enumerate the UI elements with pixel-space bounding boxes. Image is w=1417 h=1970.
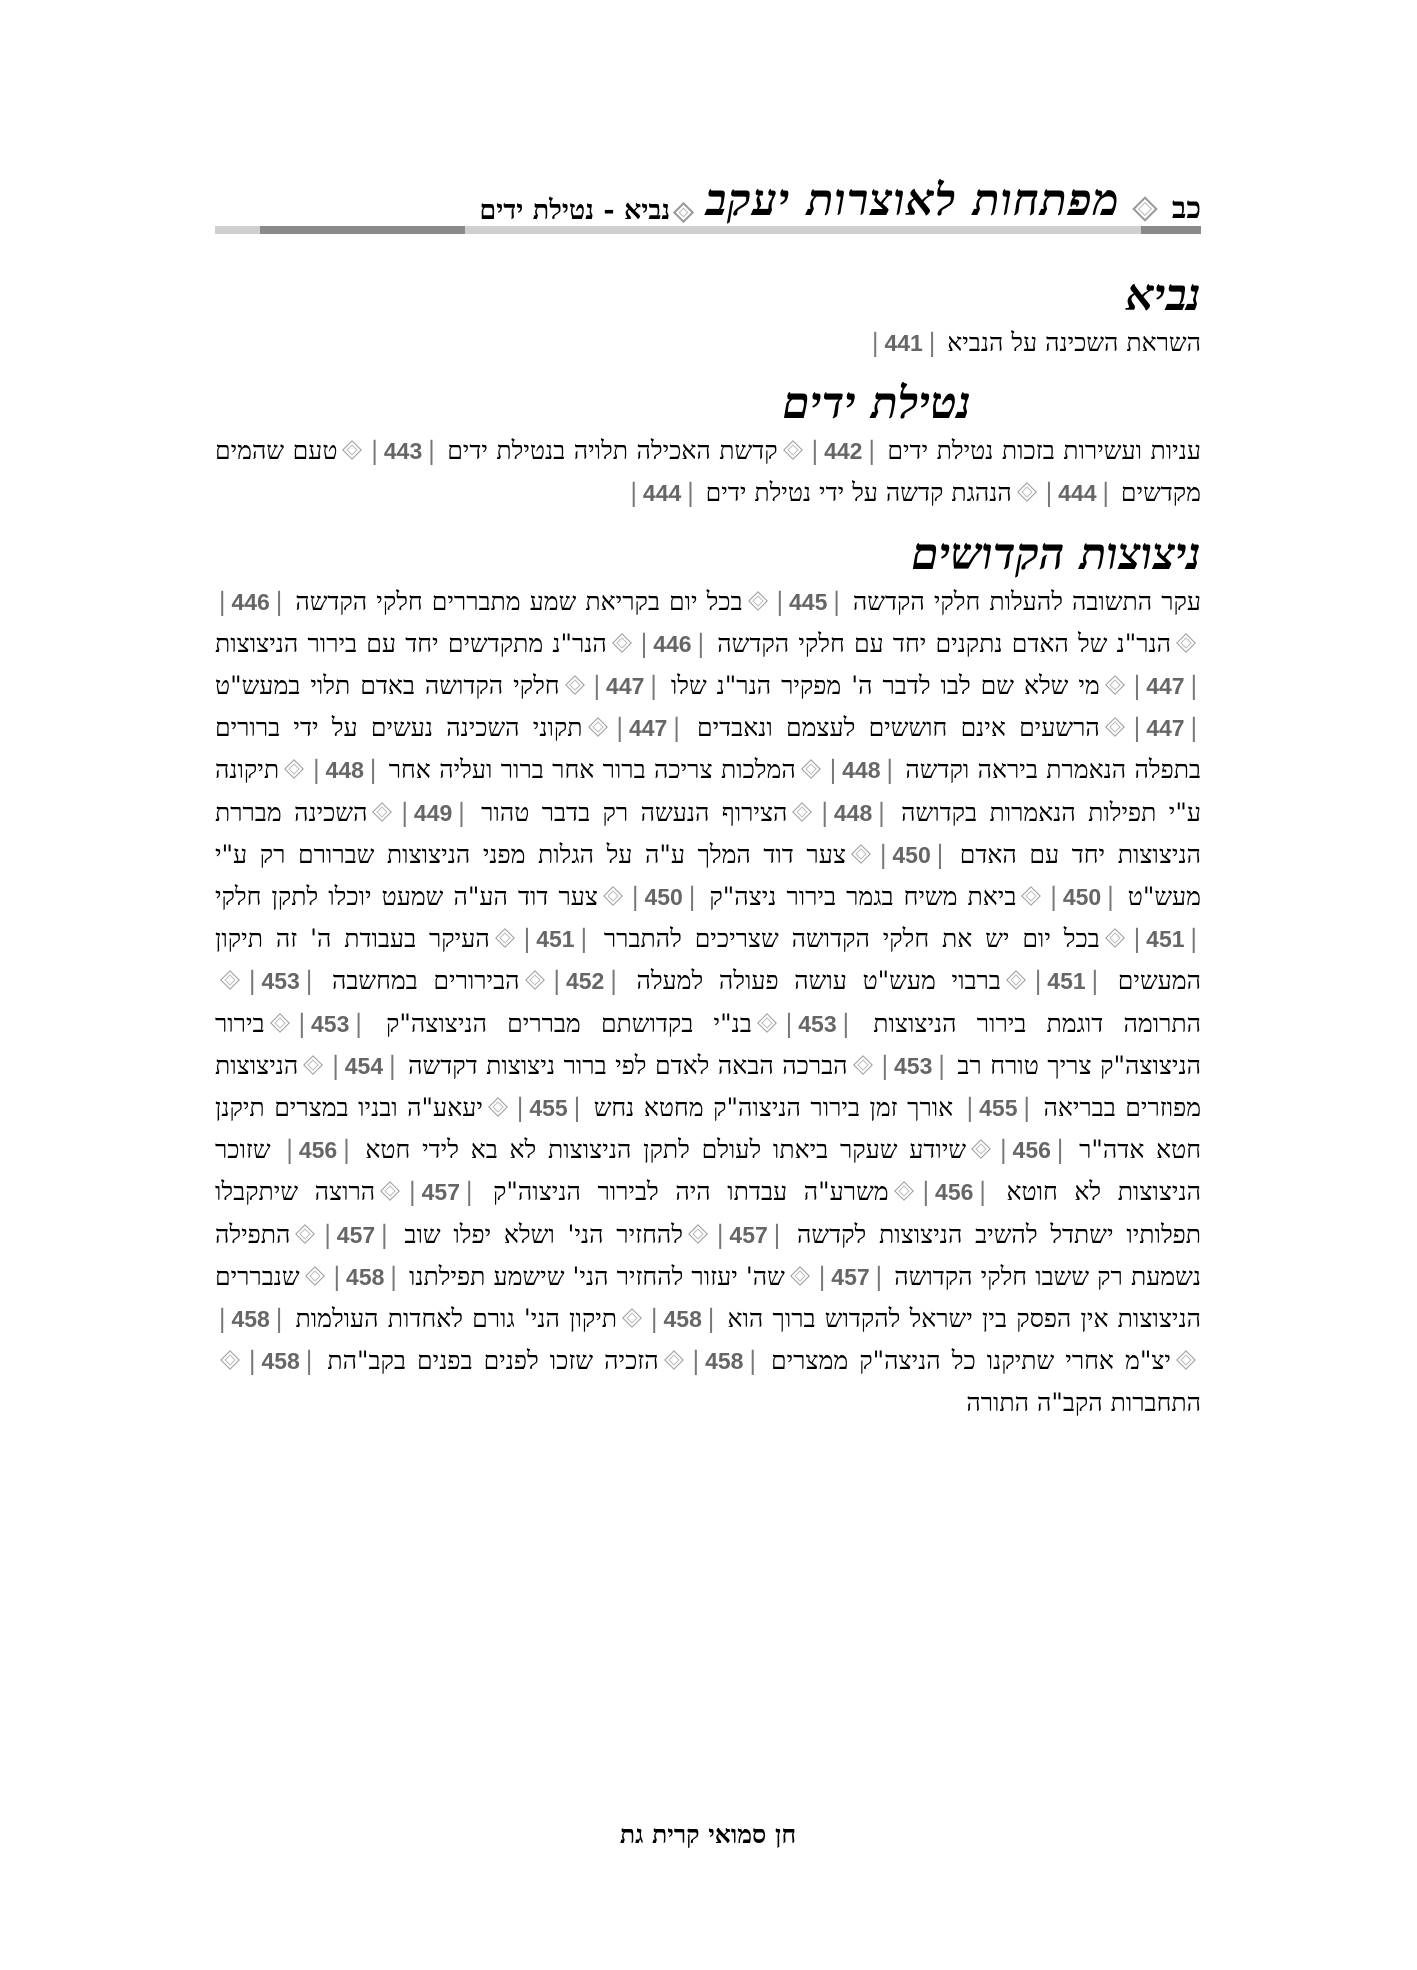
index-entry: בכל יום יש את חלקי הקדושה שצריכים להתברר (603, 924, 1100, 954)
page-reference[interactable]: 451 (1146, 926, 1185, 953)
divider: | (686, 478, 695, 508)
page-reference[interactable]: 458 (261, 1348, 300, 1375)
index-entry: שזוכר הניצוצות לא חוטא (215, 1135, 1201, 1207)
diamond-ornament-icon (1132, 196, 1157, 221)
page-reference[interactable]: 453 (311, 1010, 350, 1037)
divider: | (304, 1346, 314, 1376)
page-reference[interactable]: 458 (231, 1306, 270, 1333)
divider: | (921, 1177, 931, 1207)
page-reference[interactable]: 447 (1146, 673, 1185, 700)
diamond-separator-icon (894, 1182, 914, 1202)
page-reference[interactable]: 458 (705, 1348, 744, 1375)
page-reference[interactable]: 453 (894, 1052, 933, 1079)
divider: | (810, 436, 820, 466)
diamond-separator-icon (525, 971, 545, 991)
page-reference[interactable]: 446 (231, 588, 270, 615)
divider: | (285, 1135, 294, 1165)
diamond-separator-icon (380, 1182, 400, 1202)
divider: | (878, 839, 888, 869)
diamond-separator-icon (373, 802, 393, 822)
diamond-separator-icon (1176, 1350, 1196, 1370)
index-entry: יצ"מ אחרי שתיקנו כל הניצה"ק ממצרים (771, 1346, 1171, 1376)
page-reference[interactable]: 443 (383, 438, 423, 465)
diamond-separator-icon (565, 675, 585, 695)
page-reference[interactable]: 454 (344, 1052, 384, 1079)
rule-accent-right (1141, 226, 1201, 234)
divider: | (304, 966, 314, 996)
divider: | (832, 586, 841, 616)
divider: | (1044, 478, 1054, 508)
divider: | (248, 966, 257, 996)
divider: | (650, 1304, 659, 1334)
page-reference[interactable]: 441 (884, 330, 923, 356)
divider: | (248, 1346, 257, 1376)
diamond-separator-icon (757, 1013, 777, 1033)
divider: | (331, 1050, 340, 1080)
index-entry: הברכה הבאה לאדם לפי ברור ניצוצות דקדשה (408, 1050, 848, 1080)
diamond-separator-icon (1105, 675, 1125, 695)
section-path: נביא - נטילת ידים (479, 195, 671, 226)
diamond-separator-icon (853, 1055, 873, 1075)
diamond-separator-icon (305, 1266, 325, 1286)
entry-list (215, 322, 1201, 364)
index-entry: התפילה נשמעת רק ששבו חלקי הקדושה (215, 1219, 1201, 1291)
index-entry: שה' יעזור להחזיר הני' שישמע תפילתנו (409, 1261, 785, 1291)
index-entry: שיודע שעקר ביאתו לעולם לתקן הניצוצות לא בא לידי חטא (365, 1135, 967, 1165)
diamond-separator-icon (588, 717, 608, 737)
page-number: כב (1171, 191, 1201, 226)
divider: | (1132, 924, 1142, 954)
divider: | (400, 797, 409, 827)
diamond-separator-icon (971, 1139, 991, 1159)
index-entry: משרע"ה עבדתו היה לבירור הניצוה"ק (493, 1177, 889, 1207)
page-reference[interactable]: 457 (729, 1221, 768, 1248)
diamond-separator-icon (1105, 928, 1125, 948)
divider: | (927, 328, 937, 357)
divider: | (639, 628, 649, 658)
page-reference[interactable]: 450 (1062, 884, 1102, 911)
divider: | (1055, 1135, 1065, 1165)
divider: | (515, 1093, 525, 1123)
divider: | (874, 1261, 884, 1291)
divider: | (877, 797, 886, 827)
divider: | (880, 1050, 889, 1080)
divider: | (871, 328, 880, 357)
divider: | (715, 1219, 725, 1249)
divider: | (274, 1304, 284, 1334)
diamond-separator-icon (748, 591, 768, 611)
diamond-separator-icon (851, 844, 871, 864)
index-entry: הנר"נ של האדם נתקנים יחד עם חלקי הקדשה (717, 628, 1171, 658)
divider: | (342, 1135, 351, 1165)
running-header (215, 172, 1201, 226)
index-entry: העיקר בעבודת ה' זה תיקון המעשים (215, 924, 1201, 996)
section-title: ניצוצות הקדושים (911, 528, 1201, 580)
page-reference[interactable]: 455 (979, 1095, 1018, 1122)
index-entry: השכינה מבררת הניצוצות יחד עם האדם (215, 797, 1201, 869)
index-entry: טעם שהמים מקדשים (215, 436, 1201, 508)
divider: | (965, 1093, 975, 1123)
divider: | (629, 478, 638, 508)
diamond-separator-icon (664, 1350, 684, 1370)
page-reference[interactable]: 449 (413, 799, 453, 826)
divider: | (999, 1135, 1008, 1165)
index-entry: תקוני השכינה נעשים על ידי ברורים בתפלה הנאמרת ביראה וקדשה (215, 713, 1201, 785)
page-reference[interactable]: 447 (628, 715, 668, 742)
page-reference[interactable]: 458 (663, 1306, 702, 1333)
page-reference[interactable]: 446 (653, 630, 692, 657)
divider: | (218, 1304, 227, 1334)
page-reference[interactable]: 456 (935, 1179, 974, 1206)
diamond-separator-icon (688, 1224, 708, 1244)
diamond-separator-icon (488, 1097, 508, 1117)
index-entry: בנ"י בקדושתם מבררים הניצוצה"ק (386, 1008, 752, 1038)
index-entry: הניצוצות מפוזרים בבריאה (215, 1050, 1202, 1123)
divider: | (691, 1346, 701, 1376)
page-reference[interactable]: 457 (421, 1179, 460, 1206)
page-reference[interactable]: 457 (336, 1221, 376, 1248)
page-reference[interactable]: 458 (346, 1263, 385, 1290)
divider: | (464, 1177, 474, 1207)
page-reference[interactable]: 450 (892, 841, 931, 868)
page-reference[interactable]: 448 (325, 757, 364, 784)
index-entry: המלכות צריכה ברור אחר ברור ועליה אחר (388, 755, 796, 785)
page-reference[interactable]: 450 (644, 884, 683, 911)
section-title: נביא (1125, 270, 1201, 321)
divider: | (748, 1346, 757, 1376)
diamond-separator-icon (603, 886, 623, 906)
divider: | (323, 1219, 332, 1249)
page-reference[interactable]: 445 (789, 588, 828, 615)
divider: | (368, 755, 378, 785)
page-reference[interactable]: 444 (642, 480, 682, 507)
entry-list (215, 581, 1201, 1425)
divider: | (389, 1261, 398, 1291)
diamond-separator-icon (622, 1308, 642, 1328)
index-entry: הנהגת קדשה על ידי נטילת ידים (705, 478, 1012, 508)
diamond-separator-icon (303, 1055, 323, 1075)
page-footer: חן סמואי קרית גת (619, 1820, 797, 1849)
page-reference[interactable]: 451 (1047, 968, 1086, 995)
divider: | (772, 1219, 782, 1249)
diamond-separator-icon (1105, 717, 1125, 737)
divider: | (1101, 478, 1110, 508)
page-reference[interactable]: 447 (606, 673, 645, 700)
divider: | (297, 1008, 306, 1038)
diamond-separator-icon (270, 1013, 290, 1033)
page-reference[interactable]: 448 (833, 799, 873, 826)
page-reference[interactable]: 444 (1058, 480, 1097, 507)
divider: | (828, 755, 838, 785)
page-reference[interactable]: 453 (261, 968, 300, 995)
divider: | (572, 1093, 582, 1123)
diamond-separator-icon (220, 1350, 240, 1370)
divider: | (885, 755, 894, 785)
divider: | (1132, 713, 1142, 743)
diamond-separator-icon (220, 971, 240, 991)
divider: | (274, 586, 284, 616)
divider: | (1049, 882, 1058, 912)
divider: | (775, 586, 785, 616)
divider: | (218, 586, 227, 616)
index-entry: מי שלא שם לבו לדבר ה' מפקיר הנר"נ שלו (670, 671, 1100, 701)
index-entry: קדשת האכילה תלויה בנטילת ידים (447, 436, 778, 466)
index-entry: תיקונה ע"י תפילות הנאמרות בקדושה (215, 755, 1201, 827)
index-content (215, 270, 1201, 1425)
index-entry: בכל יום בקריאת שמע מתבררים חלקי הקדשה (295, 586, 743, 616)
diamond-separator-icon (612, 633, 632, 653)
diamond-separator-icon (295, 1224, 315, 1244)
index-entry: ביאת משיח בגמר בירור ניצה"ק (709, 882, 1017, 912)
page-reference[interactable]: 456 (1012, 1137, 1051, 1164)
diamond-separator-icon (783, 440, 803, 460)
index-entry: התרומה דוגמת בירור הניצוצות (873, 1008, 1201, 1038)
divider: | (615, 713, 624, 743)
divider: | (1106, 882, 1115, 912)
page-reference[interactable]: 452 (565, 968, 605, 995)
divider: | (696, 628, 706, 658)
index-entry: הרוצה שיתקבלו תפלותיו ישתדל להשיב הניצוצות לקדשה (215, 1177, 1201, 1249)
index-entry: התחברות הקב"ה התורה (966, 1388, 1201, 1418)
index-entry: שנבררים הניצוצות אין הפסק בין ישראל להקדוש ברוך הוא (215, 1261, 1201, 1334)
divider: | (354, 1008, 363, 1038)
divider: | (841, 1008, 851, 1038)
index-entry: הזכיה שזכו לפנים בפנים בקב"הת (327, 1346, 659, 1376)
divider: | (1189, 671, 1198, 701)
diamond-separator-icon (1006, 971, 1026, 991)
divider: | (592, 671, 602, 701)
index-entry: צער דוד המלך ע"ה על הגלות מפני הניצוצות שברורם רק ע"י מעש"ט (215, 839, 1202, 912)
divider: | (408, 1177, 417, 1207)
divider: | (937, 1050, 946, 1080)
divider: | (457, 797, 466, 827)
divider: | (1189, 713, 1198, 743)
index-entry: הבירורים במחשבה (331, 966, 520, 996)
index-entry: הרשעים אינם חוששים לעצמם ונאבדים (697, 713, 1100, 743)
page-reference[interactable]: 442 (824, 438, 863, 465)
divider: | (522, 924, 532, 954)
divider: | (706, 1304, 716, 1334)
index-entry: להחזיר הני' ושלא יפלו שוב (404, 1219, 683, 1249)
divider: | (1189, 924, 1198, 954)
entry-list (215, 430, 1201, 514)
divider: | (687, 882, 697, 912)
index-entry: חלקי הקדושה באדם תלוי במעש"ט (215, 671, 560, 701)
book-title: מפתחות לאוצרות יעקב (705, 175, 1120, 226)
divider: | (817, 1261, 827, 1291)
page-reference[interactable]: 447 (1146, 715, 1185, 742)
page-reference[interactable]: 453 (798, 1010, 837, 1037)
divider: | (649, 671, 658, 701)
section-title: נטילת ידים (782, 378, 971, 430)
diamond-ornament-icon (673, 202, 694, 223)
diamond-separator-icon (284, 760, 304, 780)
divider: | (1132, 671, 1142, 701)
divider: | (579, 924, 588, 954)
divider: | (427, 436, 436, 466)
divider: | (935, 839, 945, 869)
page-reference[interactable]: 456 (298, 1137, 338, 1164)
divider: | (820, 797, 829, 827)
index-entry: תיקון הני' גורם לאחדות העולמות (295, 1304, 618, 1334)
divider: | (784, 1008, 794, 1038)
divider: | (1090, 966, 1100, 996)
header-rule (215, 226, 1201, 234)
diamond-separator-icon (1017, 483, 1037, 503)
index-entry: עניות ועשירות בזכות נטילת ידים (887, 436, 1201, 466)
divider: | (672, 713, 681, 743)
diamond-separator-icon (793, 802, 813, 822)
divider: | (388, 1050, 397, 1080)
diamond-separator-icon (1021, 886, 1041, 906)
index-entry: צער דוד הע"ה שמעט יוכלו לתקן חלקי (215, 882, 598, 912)
rule-accent-left (260, 226, 465, 234)
divider: | (370, 436, 379, 466)
page-reference[interactable]: 451 (536, 926, 575, 953)
diamond-separator-icon (801, 760, 821, 780)
index-entry: הצירוף הנעשה רק בדבר טהור (481, 797, 788, 827)
index-entry: ברבוי מעש"ט עושה פעולה למעלה (636, 966, 1001, 996)
index-entry: יעאע"ה ובניו במצרים תיקנן חטא אדה"ר (215, 1093, 1202, 1165)
divider: | (1033, 966, 1043, 996)
divider: | (552, 966, 561, 996)
index-entry: בירור הניצוצה"ק צריך טורח רב (215, 1008, 1202, 1080)
divider: | (609, 966, 618, 996)
diamond-separator-icon (495, 928, 515, 948)
diamond-separator-icon (343, 440, 363, 460)
diamond-separator-icon (1176, 633, 1196, 653)
divider: | (867, 436, 876, 466)
diamond-separator-icon (790, 1266, 810, 1286)
divider: | (631, 882, 640, 912)
divider: | (312, 755, 321, 785)
index-entry: השראת השכינה על הנביא (947, 328, 1201, 357)
divider: | (1022, 1093, 1031, 1123)
divider: | (380, 1219, 389, 1249)
page-reference[interactable]: 448 (842, 757, 881, 784)
index-entry: אורך זמן בירור הניצוה"ק מחטא נחש (593, 1093, 954, 1123)
divider: | (978, 1177, 987, 1207)
index-entry: הנר"נ מתקדשים יחד עם בירור הניצוצות (215, 628, 607, 658)
divider: | (332, 1261, 342, 1291)
page-reference[interactable]: 455 (529, 1095, 568, 1122)
page-reference[interactable]: 457 (831, 1263, 870, 1290)
index-entry: עקר התשובה להעלות חלקי הקדשה (852, 586, 1201, 616)
